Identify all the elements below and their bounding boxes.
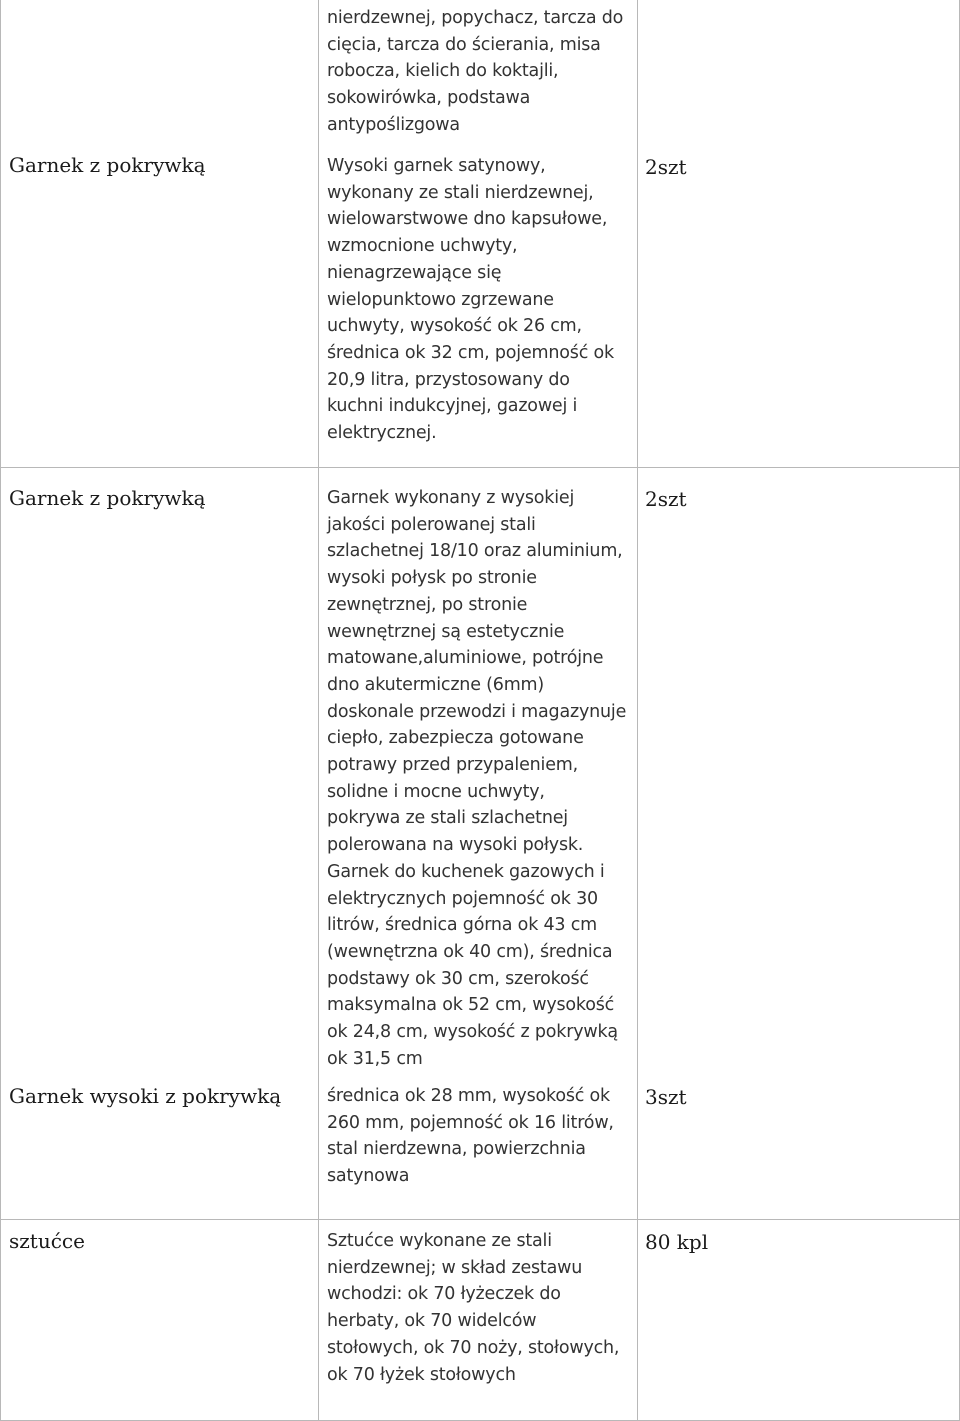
description-line: wzmocnione uchwyty,	[327, 236, 518, 257]
description-line: potrawy przed przypaleniem,	[327, 755, 578, 776]
table-row-2-quantity: 2szt	[645, 487, 687, 511]
table-row-1-description	[327, 153, 614, 447]
table-row-4-name: sztućce	[9, 1229, 85, 1253]
description-line: 260 mm, pojemność ok 16 litrów,	[327, 1112, 614, 1133]
description-line: herbaty, ok 70 widelców	[327, 1311, 537, 1332]
description-line: nienagrzewające się	[327, 262, 502, 283]
table-border-left	[0, 0, 1, 1421]
table-row-divider	[0, 1219, 960, 1220]
table-row-1-name: Garnek z pokrywką	[9, 153, 206, 177]
description-line: matowane,aluminiowe, potrójne	[327, 648, 604, 669]
description-line: wykonany ze stali nierdzewnej,	[327, 182, 594, 203]
description-line: cięcia, tarcza do ścierania, misa	[327, 34, 601, 55]
description-line: ok 70 łyżek stołowych	[327, 1364, 516, 1385]
table-row-4-description	[327, 1228, 619, 1388]
description-line: wchodzi: ok 70 łyżeczek do	[327, 1284, 561, 1305]
description-line: uchwyty, wysokość ok 26 cm,	[327, 316, 582, 337]
description-line: nierdzewnej; w skład zestawu	[327, 1257, 583, 1278]
description-line: wielopunktowo zgrzewane	[327, 289, 554, 310]
description-line: średnica ok 28 mm, wysokość ok	[327, 1086, 610, 1106]
description-line: maksymalna ok 52 cm, wysokość	[327, 995, 615, 1016]
table-row-1-quantity: 2szt	[645, 155, 687, 179]
description-line: (wewnętrzna ok 40 cm), średnica	[327, 941, 613, 962]
description-line: satynowa	[327, 1166, 410, 1187]
description-line: kuchni indukcyjnej, gazowej i	[327, 396, 578, 417]
description-line: robocza, kielich do koktajli,	[327, 61, 559, 82]
table-row-2-description	[327, 485, 626, 1072]
table-row-3-name: Garnek wysoki z pokrywką	[9, 1084, 282, 1108]
table-row-3-description	[327, 1083, 614, 1190]
table-row-divider	[0, 467, 960, 468]
table-row-3-quantity: 3szt	[645, 1085, 687, 1109]
description-line: szlachetnej 18/10 oraz aluminium,	[327, 541, 623, 562]
description-line: polerowana na wysoki połysk.	[327, 835, 584, 856]
description-line: litrów, średnica górna ok 43 cm	[327, 915, 597, 936]
table-border-col2	[637, 0, 638, 1421]
description-line: elektrycznej.	[327, 423, 437, 444]
description-line: Garnek do kuchenek gazowych i	[327, 861, 605, 882]
description-line: wysoki połysk po stronie	[327, 568, 537, 589]
description-line: ciepło, zabezpiecza gotowane	[327, 728, 584, 749]
description-line: stołowych, ok 70 noży, stołowych,	[327, 1337, 620, 1358]
description-line: pokrywa ze stali szlachetnej	[327, 808, 568, 829]
description-line: dno akutermiczne (6mm)	[327, 674, 545, 695]
description-line: jakości polerowanej stali	[327, 514, 536, 535]
description-line: antypoślizgowa	[327, 114, 460, 135]
description-line: Sztućce wykonane ze stali	[327, 1231, 552, 1251]
description-line: ok 31,5 cm	[327, 1048, 423, 1069]
description-line: wewnętrznej są estetycznie	[327, 621, 565, 642]
description-line: zewnętrznej, po stronie	[327, 594, 528, 615]
description-line: doskonale przewodzi i magazynuje	[327, 701, 627, 722]
description-line: 20,9 litra, przystosowany do	[327, 369, 570, 390]
description-line: stal nierdzewna, powierzchnia	[327, 1139, 586, 1160]
table-row-0-description	[327, 5, 623, 139]
description-line: średnica ok 32 cm, pojemność ok	[327, 342, 614, 363]
table-row-4-quantity: 80 kpl	[645, 1230, 709, 1254]
description-line: wielowarstwowe dno kapsułowe,	[327, 209, 608, 230]
description-line: nierdzewnej, popychacz, tarcza do	[327, 8, 624, 28]
description-line: solidne i mocne uchwyty,	[327, 781, 545, 802]
description-line: Garnek wykonany z wysokiej	[327, 488, 575, 508]
table-row-2-name: Garnek z pokrywką	[9, 486, 206, 510]
table-border-col1	[318, 0, 319, 1421]
description-line: elektrycznych pojemność ok 30	[327, 888, 598, 909]
description-line: podstawy ok 30 cm, szerokość	[327, 968, 589, 989]
description-line: Wysoki garnek satynowy,	[327, 156, 546, 176]
description-line: ok 24,8 cm, wysokość z pokrywką	[327, 1022, 618, 1043]
description-line: sokowirówka, podstawa	[327, 88, 531, 109]
